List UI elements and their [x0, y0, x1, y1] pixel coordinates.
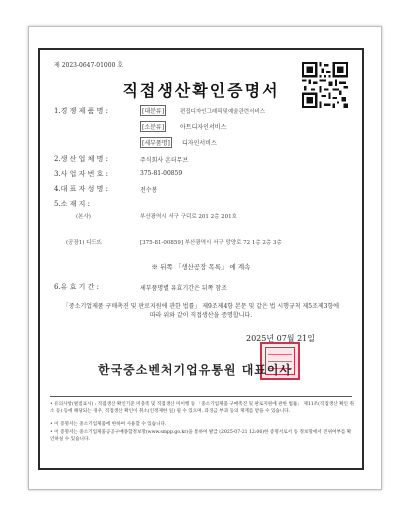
major-category-tag: [대분류] [140, 105, 166, 116]
validity-label: 6.유 효 기 간 : [54, 283, 99, 291]
issuer-name: 한국중소벤처기업유통원 대표이사 [98, 363, 293, 377]
business-number-value: 375-81-00859 [140, 170, 183, 177]
footnote-verification: • 이 증명서는 중소기업제품공공구매종합정보망(www.smpp.go.kr)을 통하여 발급 (2025-07-21 12:06)한 증명서로서 동 정보망에서 진위여부를 확인하실 수 있습니다. [50, 430, 352, 442]
certification-statement: 「중소기업제품 구매촉진 및 판로지원에 관한 법률」 제9조제4항 본문 및 같은 법 시행규칙 제5조제3항에 따라 위와 같이 직접생산을 증명합니다. [62, 303, 340, 319]
factory-label: (공장1) 디드뜨 [66, 240, 103, 246]
document-number: 제 2023-0647-01000 호 [54, 62, 124, 69]
footer-divider [50, 396, 352, 397]
issue-date: 2025년 07월 21일 [246, 334, 315, 343]
business-number-label: 3.사 업 자 번 호 : [54, 170, 108, 178]
company-value: 주식회사 온더무브 [140, 157, 189, 164]
minor-category-value: 아트디자인서비스 [180, 124, 227, 131]
certificate-title: 직접생산확인증명서 [122, 81, 280, 100]
certificate-document [38, 48, 364, 470]
footnote-caution: • 유의사항(벌점표시) : 직접생산 확인기준 미충족 및 직접생산 미이행 등 「중소기업제품 구매촉진 및 판로지원에 관한 법률」 제11조(직접생산 확인 취소 등) 등에 해당되는 경우, 직접생산 확인이 취소(인정제한 일) 될 수 있으며, 과징금 부과 등의 제재를 받을 수 있습니다. [50, 402, 354, 414]
continued-note: ※ 뒤쪽 「생산공장 목록」 에 계속 [151, 263, 251, 271]
detail-item-tag: [세부품명] [140, 137, 172, 148]
detail-item-value: 디자인서비스 [182, 140, 217, 147]
ceo-name-label: 4.대 표 자 성 명 : [54, 185, 108, 193]
factory-address: [375-81-00859] 부산광역시 서구 망양로 72 1층 2층 3층 [140, 240, 282, 246]
major-category-value: 편집디자인그래픽및예술관련서비스 [180, 109, 266, 115]
footnote-usage: • 이 증명서는 중소기업제품에 한하여 사용할 수 있습니다. [50, 422, 167, 427]
headquarters-address: 부산광역시 서구 구덕로 201 2층 201호 [140, 214, 237, 220]
address-label: 5.소 재 지 : [54, 200, 90, 208]
validity-value: 세부품명별 유효기간은 뒤쪽 참조 [140, 285, 227, 292]
headquarters-label: (본사) [76, 214, 91, 220]
product-name-label: 1.경 쟁 제 품 명 : [54, 107, 108, 115]
company-label: 2.생 산 업 체 명 : [54, 155, 108, 163]
ceo-name-value: 전수봉 [140, 187, 158, 194]
minor-category-tag: [소분류] [140, 121, 166, 132]
